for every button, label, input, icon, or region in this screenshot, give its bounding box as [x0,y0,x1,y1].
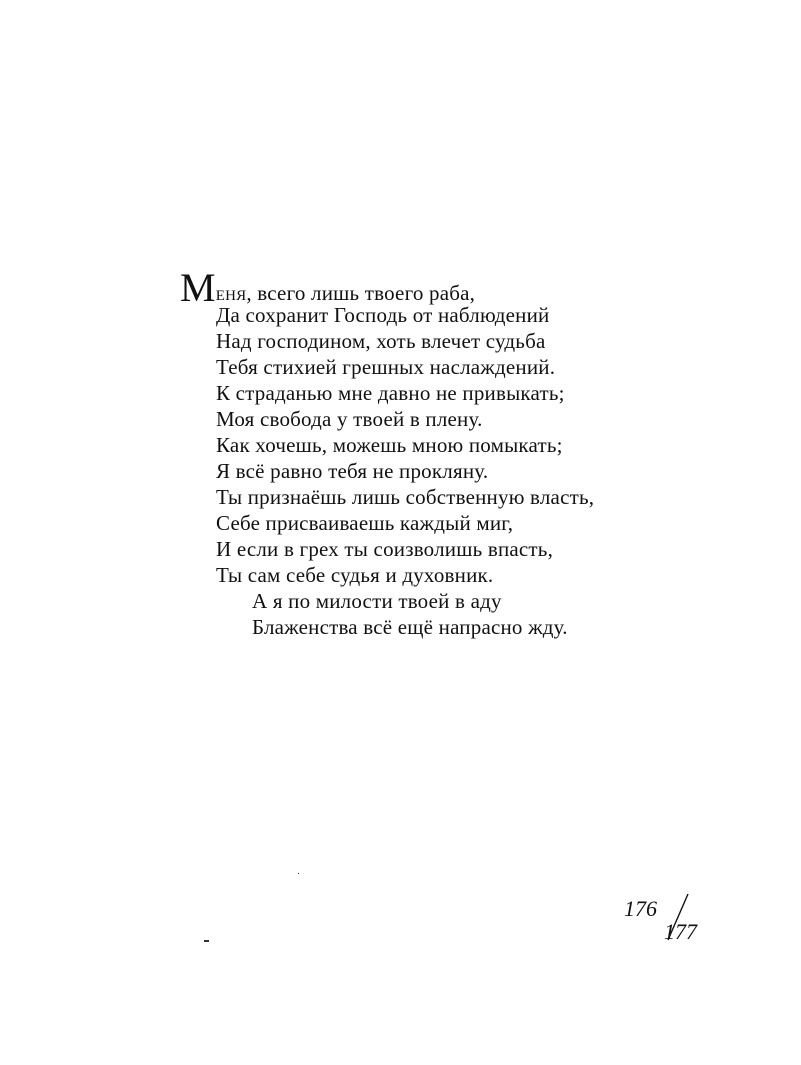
poem-line: Ты признаёшь лишь собственную власть, [216,485,595,509]
first-word-smallcaps: еня [215,281,247,305]
couplet-line: А я по милости твоей в аду [252,589,502,613]
poem-line: К страданью мне давно не привыкать; [216,381,565,405]
poem-line: Над господином, хоть влечет судьба [216,329,546,353]
poem-line: Тебя стихией грешных наслаждений. [216,355,556,379]
right-page-number: 177 [664,919,697,944]
poem-line: Да сохранит Господь от наблюдений [216,303,550,327]
poem-line: Моя свобода у твоей в плену. [216,407,483,431]
poem-line: Ты сам себе судья и духовник. [216,563,494,587]
poem-line: Как хочешь, можешь мною помыкать; [216,433,563,457]
sonnet-text [180,265,740,640]
print-speck [204,940,209,942]
page-numbers [624,892,714,952]
poem-line: Я всё равно тебя не прокляну. [216,459,489,483]
poem-line: И если в грех ты соизволишь впасть, [216,537,554,561]
first-line-rest: , всего лишь твоего раба, [246,281,476,305]
couplet-line: Блаженства всё ещё напрасно жду. [252,615,568,639]
print-speck [298,873,299,874]
drop-initial: М [180,265,216,310]
left-page-number: 176 [624,896,657,921]
poem-line: Себе присваиваешь каждый миг, [216,511,514,535]
poem-line-1 [180,265,740,310]
